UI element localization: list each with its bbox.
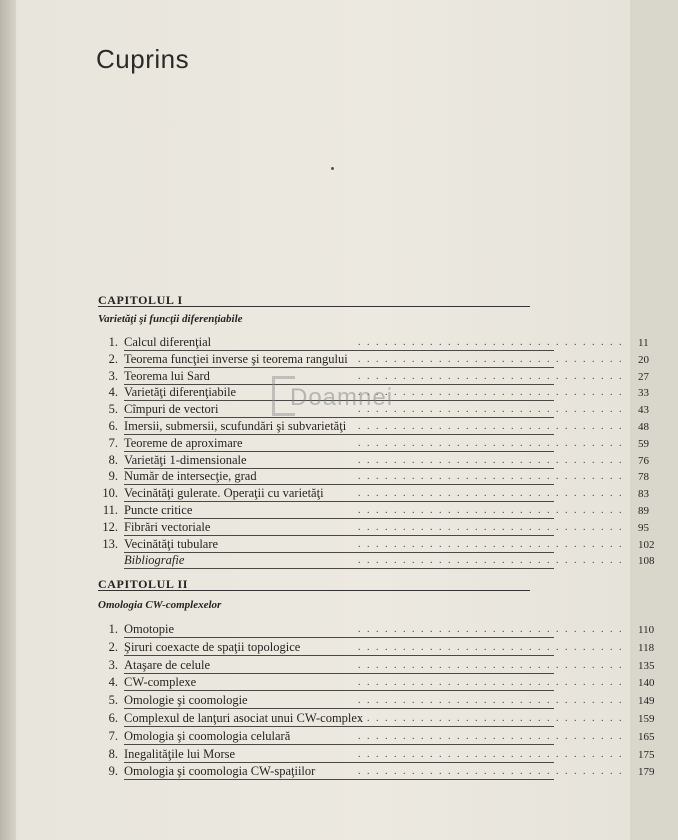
toc-entry bbox=[98, 553, 655, 569]
toc-entry-page: 108 bbox=[638, 555, 655, 568]
entry-rule bbox=[124, 708, 554, 709]
toc-entry-title: Ataşare de celule bbox=[124, 657, 211, 672]
toc-entry-number: 12. bbox=[102, 519, 118, 534]
entry-rule bbox=[124, 726, 554, 727]
toc-entry-page: 95 bbox=[638, 521, 649, 534]
toc-entry-title: Teorema lui Sard bbox=[124, 368, 210, 383]
dot-leader: . . . . . . . . . . . . . . . . . . . . . . . . . . . . . . bbox=[358, 748, 624, 760]
dot-leader: . . . . . . . . . . . . . . . . . . . . . . . . . . . . . . bbox=[358, 555, 624, 567]
toc-entry-title: Calcul diferenţial bbox=[124, 335, 212, 349]
toc-entry bbox=[98, 639, 655, 656]
dot-leader: . . . . . . . . . . . . . . . . . . . . . . . . . . . . . . bbox=[358, 370, 624, 382]
dot-leader: . . . . . . . . . . . . . . . . . . . . . . . . . . . . . . bbox=[358, 353, 624, 365]
dot-leader: . . . . . . . . . . . . . . . . . . . . . . . . . . . . . . bbox=[358, 766, 624, 778]
toc-entry bbox=[98, 536, 655, 553]
dot-leader: . . . . . . . . . . . . . . . . . . . . . . . . . . . . . . bbox=[358, 387, 624, 399]
dot-leader: . . . . . . . . . . . . . . . . . . . . . . . . . . . . . . bbox=[358, 488, 624, 500]
toc-entry bbox=[98, 746, 655, 763]
toc-entry-number: 8. bbox=[108, 452, 118, 467]
toc-entry-title: Vecinătăţi tubulare bbox=[124, 536, 219, 551]
toc-entry-title: Număr de intersecţie, grad bbox=[124, 469, 257, 484]
toc-entry-title: Omologie şi coomologie bbox=[124, 693, 248, 708]
toc-entry-page: 27 bbox=[638, 370, 649, 383]
toc-entry bbox=[98, 435, 649, 452]
toc-entry-number: 3. bbox=[108, 368, 118, 383]
toc-entry-number: 2. bbox=[108, 639, 118, 654]
toc-entry-page: 118 bbox=[638, 641, 655, 654]
page-binding-edge bbox=[0, 0, 16, 840]
entry-rule bbox=[124, 762, 554, 763]
dot-leader: . . . . . . . . . . . . . . . . . . . . . . . . . . . . . . bbox=[358, 471, 624, 483]
chapter-2-heading: CAPITOLUL II bbox=[98, 577, 189, 591]
dot-leader: . . . . . . . . . . . . . . . . . . . . . . . . . . . . . . bbox=[358, 437, 624, 449]
entry-rule bbox=[124, 673, 554, 674]
print-speck bbox=[331, 167, 334, 170]
entry-rule bbox=[124, 637, 554, 638]
toc-entry-page: 159 bbox=[638, 713, 655, 725]
toc-entry-number: 7. bbox=[108, 435, 118, 450]
toc-entry-title: Şiruri coexacte de spaţii topologice bbox=[124, 639, 301, 654]
toc-entry-title: Complexul de lanţuri asociat unui CW-complex bbox=[124, 711, 364, 725]
toc-entry-page: 43 bbox=[638, 404, 649, 417]
toc-entry-title: Inegalităţile lui Morse bbox=[124, 746, 236, 761]
toc-entry-page: 76 bbox=[638, 454, 649, 467]
toc-entry bbox=[98, 335, 649, 351]
toc-entry-page: 179 bbox=[638, 766, 655, 779]
toc-entry-page: 140 bbox=[638, 677, 655, 690]
toc-entry bbox=[98, 419, 649, 435]
entry-rule bbox=[124, 779, 554, 780]
entry-rule bbox=[124, 568, 554, 569]
dot-leader: . . . . . . . . . . . . . . . . . . . . . . . . . . . . . . bbox=[358, 677, 624, 689]
toc-entry bbox=[98, 622, 655, 638]
dot-leader: . . . . . . . . . . . . . . . . . . . . . . . . . . . . . . bbox=[358, 521, 624, 533]
toc-entry-title: Bibliografie bbox=[124, 553, 185, 568]
entry-rule bbox=[124, 690, 554, 691]
toc-entry-title: Puncte critice bbox=[124, 503, 193, 517]
toc-entry-page: 83 bbox=[638, 488, 649, 501]
toc-entry-title: Teorema funcţiei inverse şi teorema rangului bbox=[124, 351, 348, 366]
toc-entry-number: 1. bbox=[108, 335, 118, 349]
chapter-1-heading: CAPITOLUL I bbox=[98, 293, 183, 307]
toc-entry-number: 9. bbox=[108, 764, 118, 779]
toc-entry-number: 3. bbox=[108, 657, 118, 672]
dot-leader: . . . . . . . . . . . . . . . . . . . . . . . . . . . . . . bbox=[358, 538, 624, 550]
entry-rule bbox=[124, 655, 554, 656]
page-title: Cuprins bbox=[96, 44, 190, 74]
toc-entry bbox=[98, 519, 649, 536]
toc-entry-page: 89 bbox=[638, 505, 649, 517]
dot-leader: . . . . . . . . . . . . . . . . . . . . . . . . . . . . . . bbox=[358, 695, 624, 707]
toc-entry-page: 135 bbox=[638, 659, 655, 672]
toc-entry bbox=[98, 469, 649, 485]
toc-entry-page: 48 bbox=[638, 421, 649, 433]
toc-entry-number: 11. bbox=[102, 503, 118, 517]
toc-entry bbox=[98, 728, 655, 745]
toc-entry bbox=[98, 351, 649, 368]
toc-entry bbox=[98, 368, 649, 385]
dot-leader: . . . . . . . . . . . . . . . . . . . . . . . . . . . . . . bbox=[358, 454, 624, 466]
toc-entry bbox=[98, 711, 655, 727]
dot-leader: . . . . . . . . . . . . . . . . . . . . . . . . . . . . . . bbox=[358, 713, 624, 724]
chapter-2-subtitle: Omologia CW-complexelor bbox=[98, 599, 222, 611]
toc-entry-number: 1. bbox=[108, 622, 118, 636]
toc-entry-title: Imersii, submersii, scufundări şi subvarietăţi bbox=[124, 419, 347, 433]
dot-leader: . . . . . . . . . . . . . . . . . . . . . . . . . . . . . . bbox=[358, 505, 624, 516]
toc-entry-number: 9. bbox=[108, 469, 118, 484]
toc-entry-title: Vecinătăţi gulerate. Operaţii cu varietăţi bbox=[124, 486, 324, 501]
toc-entry bbox=[98, 503, 649, 519]
toc-entry-title: Varietăţi 1-dimensionale bbox=[124, 452, 247, 467]
toc-entry bbox=[98, 486, 649, 502]
toc-entry bbox=[98, 764, 655, 780]
toc-entry-number: 8. bbox=[108, 746, 118, 761]
toc-entry-number: 10. bbox=[102, 486, 118, 501]
toc-entry-title: Omologia şi coomologia celulară bbox=[124, 728, 291, 743]
toc-entry-number: 5. bbox=[108, 402, 118, 417]
chapter-1-rule bbox=[98, 306, 530, 307]
dot-leader: . . . . . . . . . . . . . . . . . . . . . . . . . . . . . . bbox=[358, 624, 624, 635]
toc-entry-number: 4. bbox=[108, 675, 118, 690]
toc-entry-title: Omologia şi coomologia CW-spaţiilor bbox=[124, 764, 316, 779]
toc-entry-number: 6. bbox=[108, 419, 118, 433]
dot-leader: . . . . . . . . . . . . . . . . . . . . . . . . . . . . . . bbox=[358, 404, 624, 416]
toc-entry-page: 11 bbox=[638, 337, 649, 349]
toc-entry-page: 33 bbox=[638, 387, 649, 400]
toc-entry-page: 20 bbox=[638, 353, 649, 366]
toc-entry-title: Teoreme de aproximare bbox=[124, 435, 243, 450]
dot-leader: . . . . . . . . . . . . . . . . . . . . . . . . . . . . . . bbox=[358, 641, 624, 653]
toc-entry bbox=[98, 693, 655, 709]
toc-entry-title: Fibrări vectoriale bbox=[124, 519, 211, 534]
toc-entry-title: Cîmpuri de vectori bbox=[124, 402, 219, 417]
toc-entry-number: 7. bbox=[108, 728, 118, 743]
dot-leader: . . . . . . . . . . . . . . . . . . . . . . . . . . . . . . bbox=[358, 730, 624, 742]
watermark: Doamnei bbox=[290, 384, 394, 411]
toc-entry-page: 165 bbox=[638, 730, 655, 743]
chapter-2-rule bbox=[98, 590, 530, 591]
toc-entry-page: 102 bbox=[638, 538, 655, 551]
dot-leader: . . . . . . . . . . . . . . . . . . . . . . . . . . . . . . bbox=[358, 421, 624, 432]
toc-entry-title: Varietăţi diferenţiabile bbox=[124, 385, 237, 400]
toc-entry-title: Omotopie bbox=[124, 622, 174, 636]
toc-entry-title: CW-complexe bbox=[124, 675, 197, 690]
toc-entry-page: 110 bbox=[638, 624, 655, 636]
toc-entry-number: 2. bbox=[108, 351, 118, 366]
toc-entry bbox=[98, 657, 655, 674]
toc-entry-number: 5. bbox=[108, 693, 118, 708]
toc-entry-page: 175 bbox=[638, 748, 655, 761]
toc-entry-number: 4. bbox=[108, 385, 118, 400]
dot-leader: . . . . . . . . . . . . . . . . . . . . . . . . . . . . . . bbox=[358, 659, 624, 671]
entry-rule bbox=[124, 744, 554, 745]
toc-entry bbox=[98, 675, 655, 691]
dot-leader: . . . . . . . . . . . . . . . . . . . . . . . . . . . . . . bbox=[358, 337, 624, 348]
toc-entry bbox=[98, 452, 649, 469]
toc-entry-number: 13. bbox=[102, 536, 118, 551]
chapter-1-subtitle: Varietăţi şi funcţii diferenţiabile bbox=[98, 313, 243, 325]
toc-entry-page: 149 bbox=[638, 695, 655, 708]
toc-entry-number: 6. bbox=[108, 711, 118, 725]
toc-entry-page: 59 bbox=[638, 437, 649, 450]
toc-entry-page: 78 bbox=[638, 471, 649, 484]
